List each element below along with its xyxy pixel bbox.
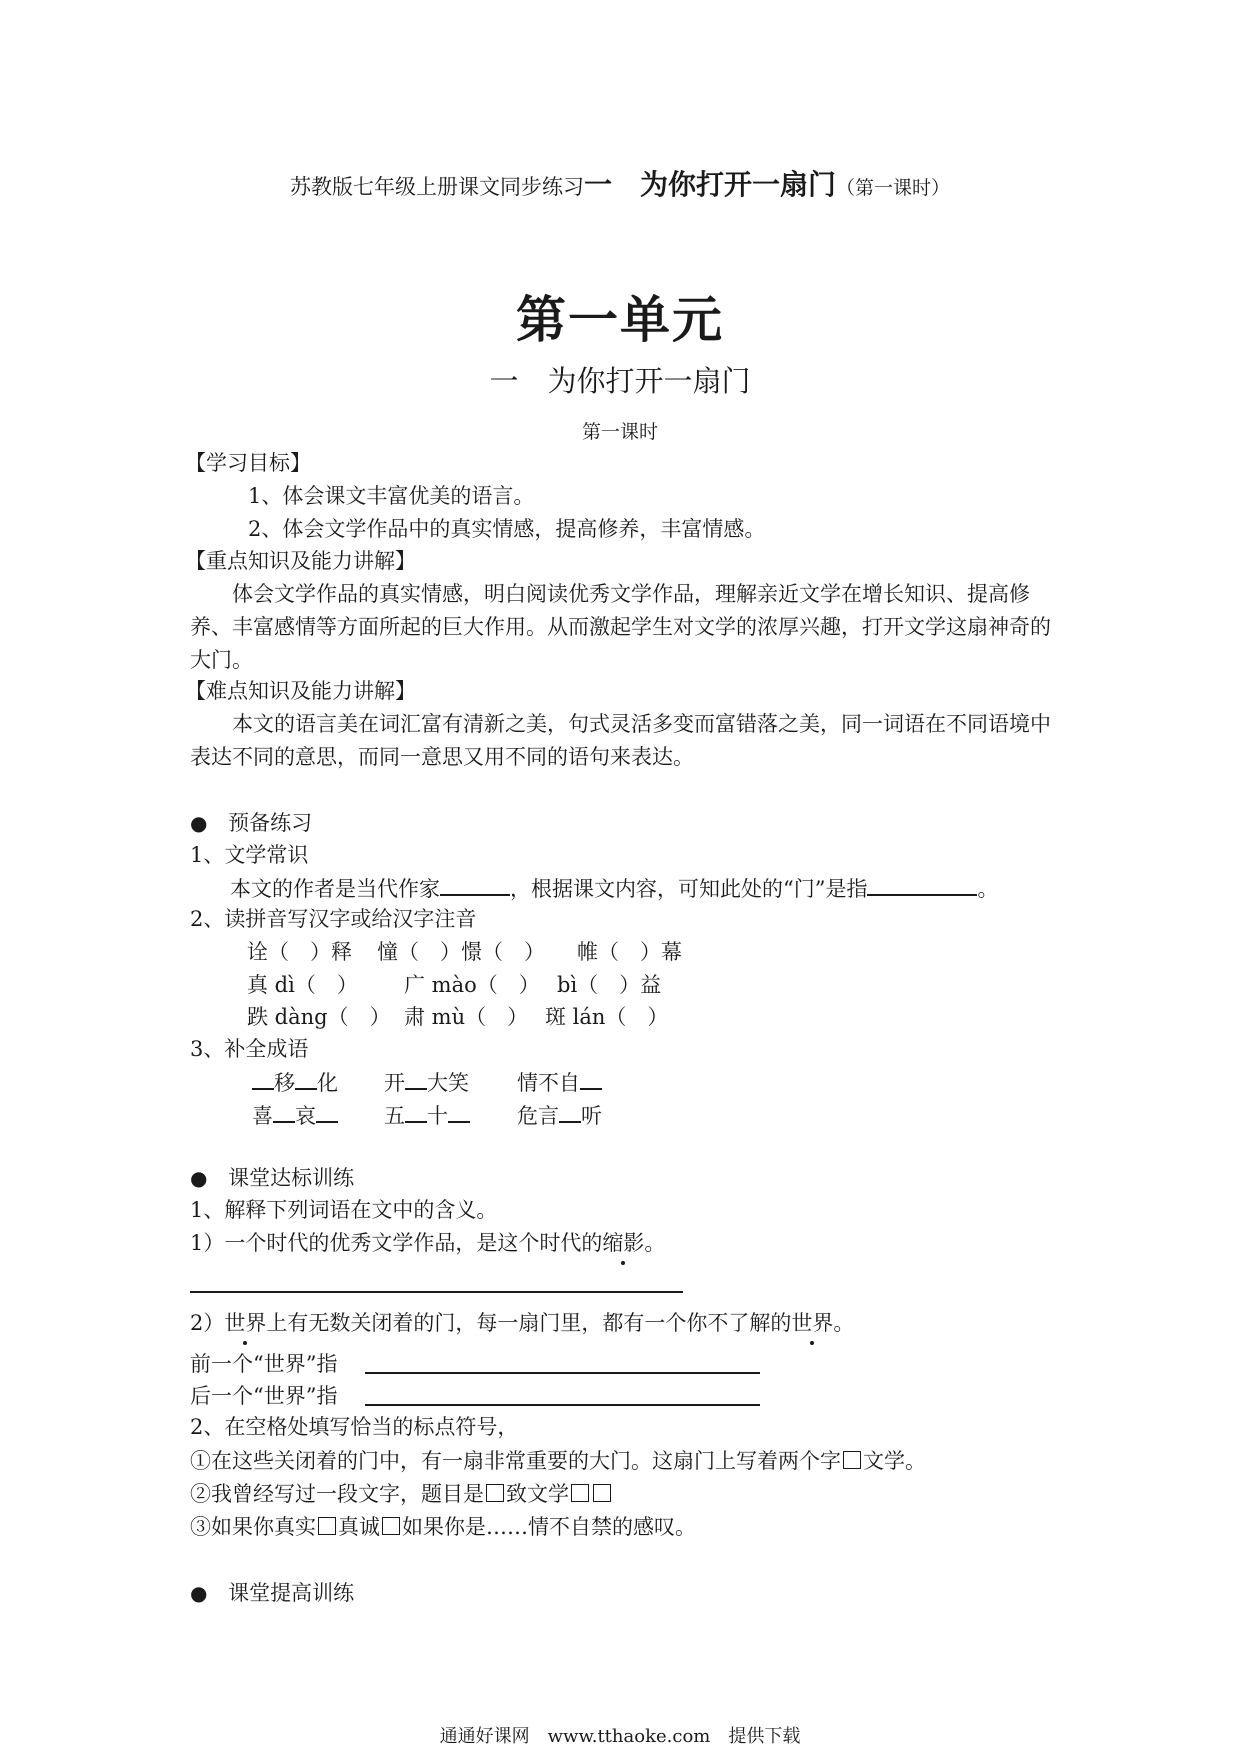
document-header bbox=[0, 163, 1240, 203]
pinyin-item: bì（ ）益 bbox=[557, 973, 662, 997]
idiom-item: 危言 听 bbox=[517, 1099, 602, 1131]
idiom-blank[interactable] bbox=[559, 1099, 581, 1123]
idiom-item: 开 大笑 bbox=[384, 1066, 469, 1098]
class-heading: 课堂达标训练 bbox=[228, 1166, 355, 1190]
pinyin-item: 真 dì（ ） bbox=[247, 973, 358, 997]
first-world-answer-line[interactable] bbox=[365, 1372, 760, 1374]
idiom-blank[interactable] bbox=[273, 1099, 295, 1123]
bullet-icon: ● bbox=[190, 1166, 208, 1190]
header-prefix: 苏教版七年级上册课文同步练习 bbox=[289, 175, 584, 199]
lesson-title: 一 为你打开一扇门 bbox=[489, 364, 751, 398]
prep-section bbox=[190, 808, 312, 838]
author-blank[interactable] bbox=[440, 872, 510, 896]
difficult-points-text: 本文的语言美在词汇富有清新之美，句式灵活多变而富错落之美，同一词语在不同语境中表达不同的意思，而同一意思又用不同的语句来表达。 bbox=[190, 712, 1051, 769]
idiom-item: 移 化 bbox=[252, 1066, 338, 1098]
bullet-icon: ● bbox=[190, 1581, 208, 1605]
idiom-blank[interactable] bbox=[295, 1066, 317, 1090]
bullet-icon: ● bbox=[190, 811, 208, 835]
prep-q1-line bbox=[230, 872, 998, 904]
idiom-item: 五 十 bbox=[384, 1099, 470, 1131]
class-q2-title: 2、在空格处填写恰当的标点符号， bbox=[190, 1415, 519, 1439]
pinyin-item: 跌 dàng（ ） bbox=[247, 1005, 391, 1029]
dotted-word: 世界 bbox=[791, 1308, 833, 1338]
pinyin-item: 帷（ ）幕 bbox=[577, 940, 682, 964]
difficult-points-heading: 【难点知识及能力讲解】 bbox=[185, 679, 416, 703]
prep-q3-title: 3、补全成语 bbox=[190, 1037, 309, 1061]
pinyin-item: 斑 lán（ ） bbox=[545, 1005, 669, 1029]
class-section bbox=[190, 1163, 354, 1193]
punct-item-1: ①在这些关闭着的门中，有一扇非常重要的大门。这扇门上写着两个字 文学。 bbox=[190, 1449, 926, 1473]
goals-heading: 【学习目标】 bbox=[185, 451, 311, 475]
class-q1-title: 1、解释下列词语在文中的含义。 bbox=[190, 1198, 498, 1222]
second-world-answer-line[interactable] bbox=[365, 1404, 760, 1406]
idiom-item: 情不自 bbox=[517, 1066, 602, 1098]
punct-box[interactable] bbox=[486, 1484, 504, 1502]
door-meaning-blank[interactable] bbox=[867, 872, 977, 896]
pinyin-item: 广 mào（ ） bbox=[404, 973, 540, 997]
idiom-blank[interactable] bbox=[405, 1099, 427, 1123]
idiom-item: 喜 哀 bbox=[252, 1099, 338, 1131]
goal-item: 2、体会文学作品中的真实情感，提高修养，丰富情感。 bbox=[248, 517, 766, 541]
punct-box[interactable] bbox=[593, 1484, 611, 1502]
pinyin-item: 肃 mù（ ） bbox=[404, 1005, 529, 1029]
dotted-word: 世界 bbox=[224, 1308, 266, 1338]
key-points-heading: 【重点知识及能力讲解】 bbox=[185, 549, 416, 573]
idiom-blank[interactable] bbox=[252, 1066, 274, 1090]
improve-heading: 课堂提高训练 bbox=[228, 1581, 355, 1605]
second-world-label: 后一个“世界”指 bbox=[190, 1384, 338, 1408]
prep-q2-title: 2、读拼音写汉字或给汉字注音 bbox=[190, 907, 477, 931]
class-q1-2: 2）世界上有无数关闭着的门，每一扇门里，都有一个你不了解的世界。 bbox=[190, 1308, 854, 1338]
goal-item: 1、体会课文丰富优美的语言。 bbox=[248, 484, 535, 508]
punct-box[interactable] bbox=[843, 1451, 861, 1469]
idiom-blank[interactable] bbox=[316, 1099, 338, 1123]
idiom-blank[interactable] bbox=[580, 1066, 602, 1090]
prep-heading: 预备练习 bbox=[228, 811, 313, 835]
header-period: （第一课时） bbox=[836, 177, 951, 199]
punct-item-3: ③如果你真实 真诚 如果你是……情不自禁的感叹。 bbox=[190, 1515, 696, 1539]
prep-q1-text-c: 。 bbox=[977, 877, 999, 901]
first-world-label: 前一个“世界”指 bbox=[190, 1352, 338, 1376]
prep-q1-title: 1、文学常识 bbox=[190, 843, 309, 867]
footer: 通通好课网 www.tthaoke.com 提供下载 bbox=[439, 1726, 801, 1747]
punct-item-2: ②我曾经写过一段文字，题目是 致文学 bbox=[190, 1479, 613, 1509]
unit-title: 第一单元 bbox=[516, 291, 724, 349]
header-lesson: 一 为你打开一扇门 bbox=[583, 168, 836, 201]
period-title: 第一课时 bbox=[581, 421, 658, 443]
improve-section bbox=[190, 1578, 354, 1608]
pinyin-item: 诠（ ）释 bbox=[247, 940, 352, 964]
punct-box[interactable] bbox=[571, 1484, 589, 1502]
prep-q1-text-a: 本文的作者是当代作家 bbox=[230, 877, 440, 901]
idiom-blank[interactable] bbox=[405, 1066, 427, 1090]
class-q1-1: 1）一个时代的优秀文学作品，是这个时代的缩影。 bbox=[190, 1228, 665, 1258]
idiom-blank[interactable] bbox=[448, 1099, 470, 1123]
answer-line[interactable] bbox=[190, 1291, 683, 1293]
key-points-text: 体会文学作品的真实情感，明白阅读优秀文学作品，理解亲近文学在增长知识、提高修养、丰富感情等方面所起的巨大作用。从而激起学生对文学的浓厚兴趣，打开文学这扇神奇的大门。 bbox=[190, 582, 1051, 672]
punct-box[interactable] bbox=[318, 1517, 336, 1535]
punct-box[interactable] bbox=[382, 1517, 400, 1535]
prep-q1-text-b: ，根据课文内容，可知此处的“门”是指 bbox=[510, 877, 868, 901]
dotted-word: 缩影 bbox=[602, 1228, 644, 1258]
pinyin-item: 憧（ ）憬（ ） bbox=[377, 940, 545, 964]
